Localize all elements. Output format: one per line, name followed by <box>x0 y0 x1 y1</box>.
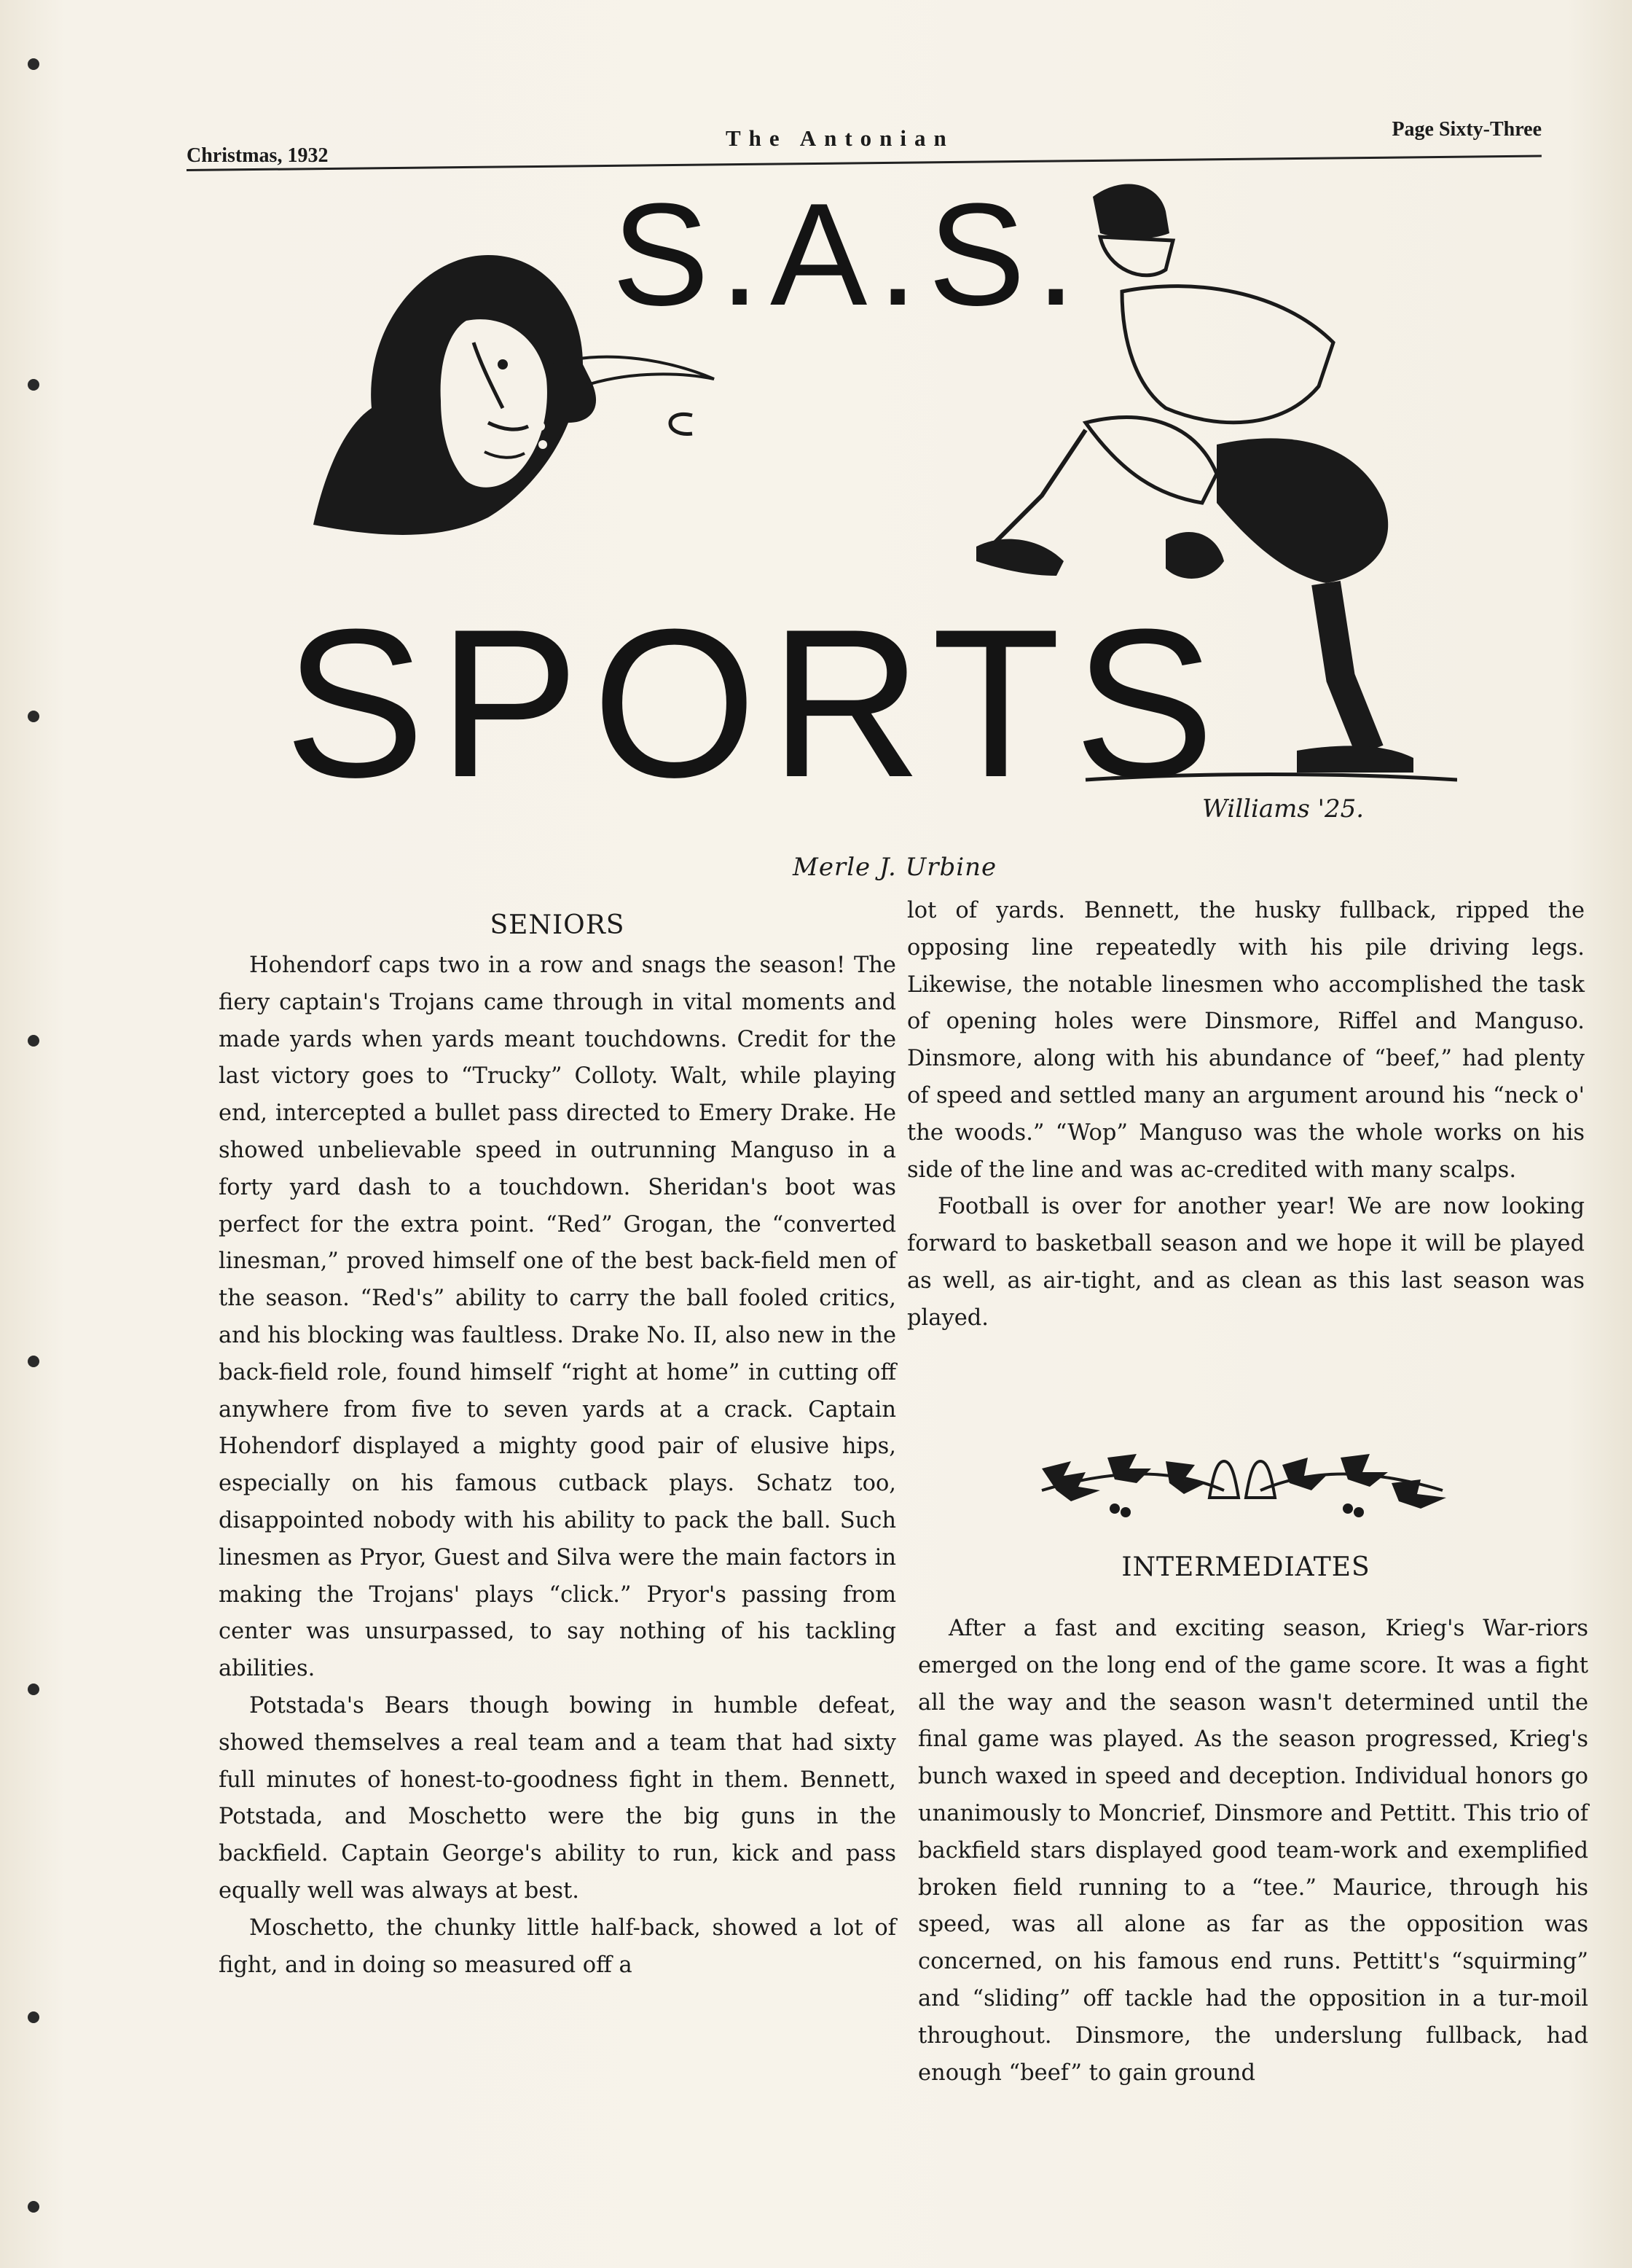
binding-hole <box>28 379 39 391</box>
binding-hole <box>28 2011 39 2023</box>
intermediates-column <box>918 1611 1588 2092</box>
binding-hole <box>28 1684 39 1695</box>
section-heading-intermediates: INTERMEDIATES <box>1121 1552 1370 1582</box>
football-helmet-illustration <box>284 241 750 583</box>
issue-date: Christmas, 1932 <box>187 144 329 167</box>
binding-hole <box>28 2201 39 2213</box>
left-column <box>219 904 896 1984</box>
holly-bell-ornament <box>1027 1439 1457 1534</box>
binding-hole <box>28 711 39 722</box>
byline: Merle J. Urbine <box>793 853 997 882</box>
running-head <box>187 109 1542 168</box>
binding-hole <box>28 1356 39 1367</box>
paragraph: Football is over for another year! We are now looking forward to basketball season and we hope it will be played as well, as air-tight, and as clean as this last season was played. <box>907 1194 1585 1331</box>
binding-hole <box>28 1035 39 1047</box>
paragraph: After a fast and exciting season, Krieg's War-riors emerged on the long end of the game score. It was a fight all the way and the season wasn't determined until the final game was played. As the season progressed, Krieg's bunch waxed in speed and deception. Individual honors go unanimously to Moncrief, Dinsmore and Pettitt. This trio of backfield stars displayed good team-work and exemplified broken field running to a “tee.” Maurice, through his speed, was all alone as far as the opposition was concerned, on his famous end runs. Pettitt's “squirming” and “sliding” off tackle had the opposition in a tur-moil throughout. Dinsmore, the underslung fullback, had enough “beef” to gain ground <box>918 1616 1588 2086</box>
paragraph: Hohendorf caps two in a row and snags the season! The fiery captain's Trojans came through in vital moments and made yards when yards meant touchdowns. Credit for the last victory goes to “Trucky” Colloty. Walt, while playing end, intercepted a bullet pass directed to Emery Drake. He showed unbelievable speed in outrunning Manguso in a forty yard dash to a touchdown. Sheridan's boot was perfect for the extra point. “Red” Grogan, the “converted linesman,” proved himself one of the best back-field men of the season. “Red's” ability to carry the ball fooled critics, and his blocking was faultless. Drake No. II, also new in the back-field role, found himself “right at home” in cutting off anywhere from five to seven yards at a crack. Captain Hohendorf displayed a mighty good pair of elusive hips, especially on his famous cutback plays. Schatz too, disappointed nobody with his ability to pack the ball. Such linesmen as Pryor, Guest and Silva were the main factors in making the Trojans' plays “click.” Pryor's passing from center was unsurpassed, to say nothing of his tackling abilities. <box>219 953 896 1682</box>
paragraph: Moschetto, the chunky little half-back, showed a lot of fight, and in doing so measured off a <box>219 1915 896 1978</box>
page-number: Page Sixty-Three <box>1392 118 1542 141</box>
binding-hole <box>28 58 39 70</box>
title-sas: S.A.S. <box>612 173 1086 336</box>
title-sports: SPORTS <box>284 585 1228 821</box>
paragraph: Potstada's Bears though bowing in humble defeat, showed themselves a real team and a team that had sixty full minutes of honest-to-goodness fight in them. Bennett, Potstada, and Moschetto were the big guns in the backfield. Captain George's ability to run, kick and pass equally well was always at best. <box>219 1692 896 1904</box>
publication-name: The Antonian <box>726 125 954 151</box>
right-column <box>907 893 1585 1337</box>
section-heading-seniors: SENIORS <box>490 910 625 940</box>
artist-signature: Williams '25. <box>1202 794 1365 824</box>
paragraph-continued: lot of yards. Bennett, the husky fullback, ripped the opposing line repeatedly with his pile driving legs. Likewise, the notable linesmen who accomplished the task of opening holes were Dinsmore, Riffel and Manguso. Dinsmore, along with his abundance of “beef,” had plenty of speed and settled many an argument around his “neck o' the woods.” “Wop” Manguso was the whole works on his side of the line and was ac-credited with many scalps. <box>907 898 1585 1183</box>
